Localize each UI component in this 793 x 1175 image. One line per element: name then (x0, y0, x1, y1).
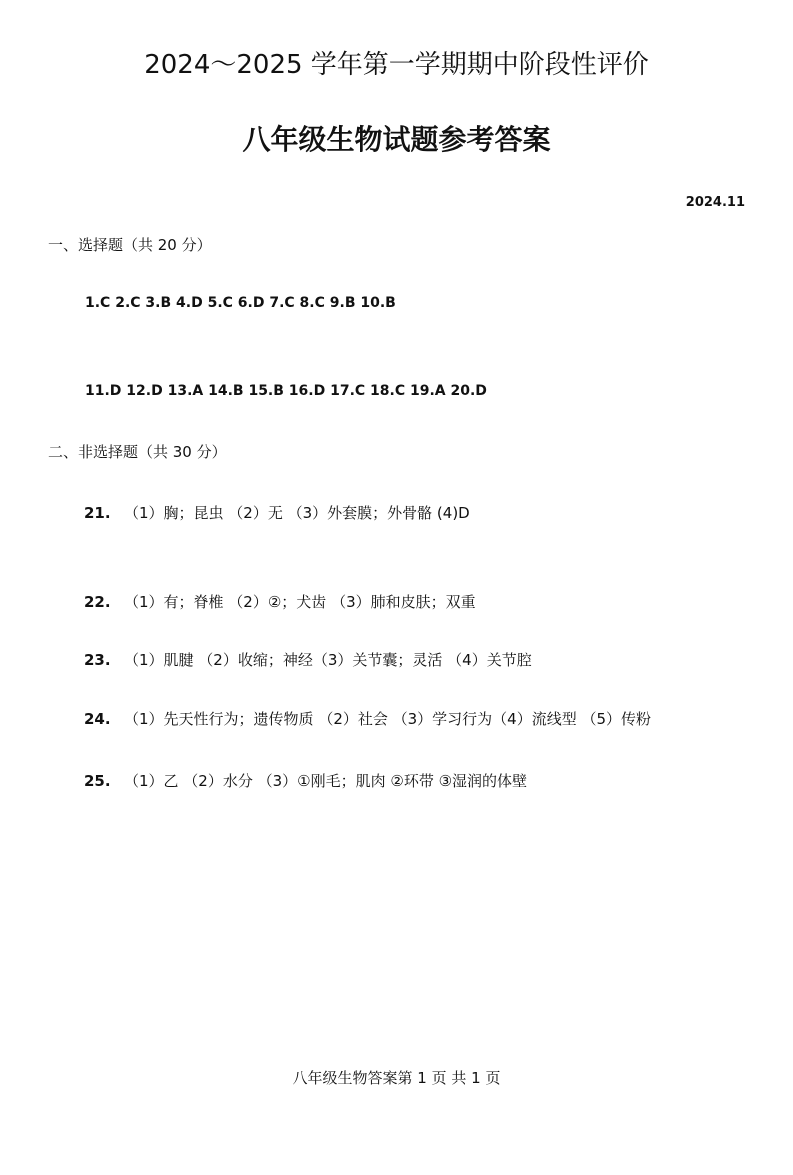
answer-text: （1）肌腱 （2）收缩；神经（3）关节囊；灵活 （4）关节腔 (124, 651, 532, 669)
answer-item-25 (84, 770, 527, 791)
question-number: 25. (84, 772, 111, 790)
answer-text: （1）乙 （2）水分 （3）①刚毛；肌肉 ②环带 ③湿润的体壁 (124, 772, 528, 790)
answer-item-23 (84, 649, 532, 670)
choice-answers-row-2: 11.D 12.D 13.A 14.B 15.B 16.D 17.C 18.C 19.A 20.D (85, 383, 487, 399)
document-date: 2024.11 (685, 195, 745, 210)
question-number: 23. (84, 651, 111, 669)
answer-item-22 (84, 591, 476, 612)
question-number: 24. (84, 710, 111, 728)
answer-item-21 (84, 502, 470, 523)
page-subtitle: 八年级生物试题参考答案 (242, 123, 551, 156)
choice-answers-row-1: 1.C 2.C 3.B 4.D 5.C 6.D 7.C 8.C 9.B 10.B (85, 295, 396, 311)
answer-text: （1）先天性行为；遗传物质 （2）社会 （3）学习行为（4）流线型 （5）传粉 (124, 710, 652, 728)
answer-item-24 (84, 708, 651, 729)
page-title: 2024～2025 学年第一学期期中阶段性评价 (144, 50, 649, 80)
answer-text: （1）胸；昆虫 （2）无 （3）外套膜；外骨骼 (4)D (124, 504, 470, 522)
question-number: 22. (84, 593, 111, 611)
section-heading-choice: 一、选择题（共 20 分） (48, 236, 212, 254)
answer-text: （1）有；脊椎 （2）②；犬齿 （3）肺和皮肤；双重 (124, 593, 476, 611)
section-heading-non-choice: 二、非选择题（共 30 分） (48, 443, 227, 461)
question-number: 21. (84, 504, 111, 522)
page-footer: 八年级生物答案第 1 页 共 1 页 (292, 1069, 501, 1087)
